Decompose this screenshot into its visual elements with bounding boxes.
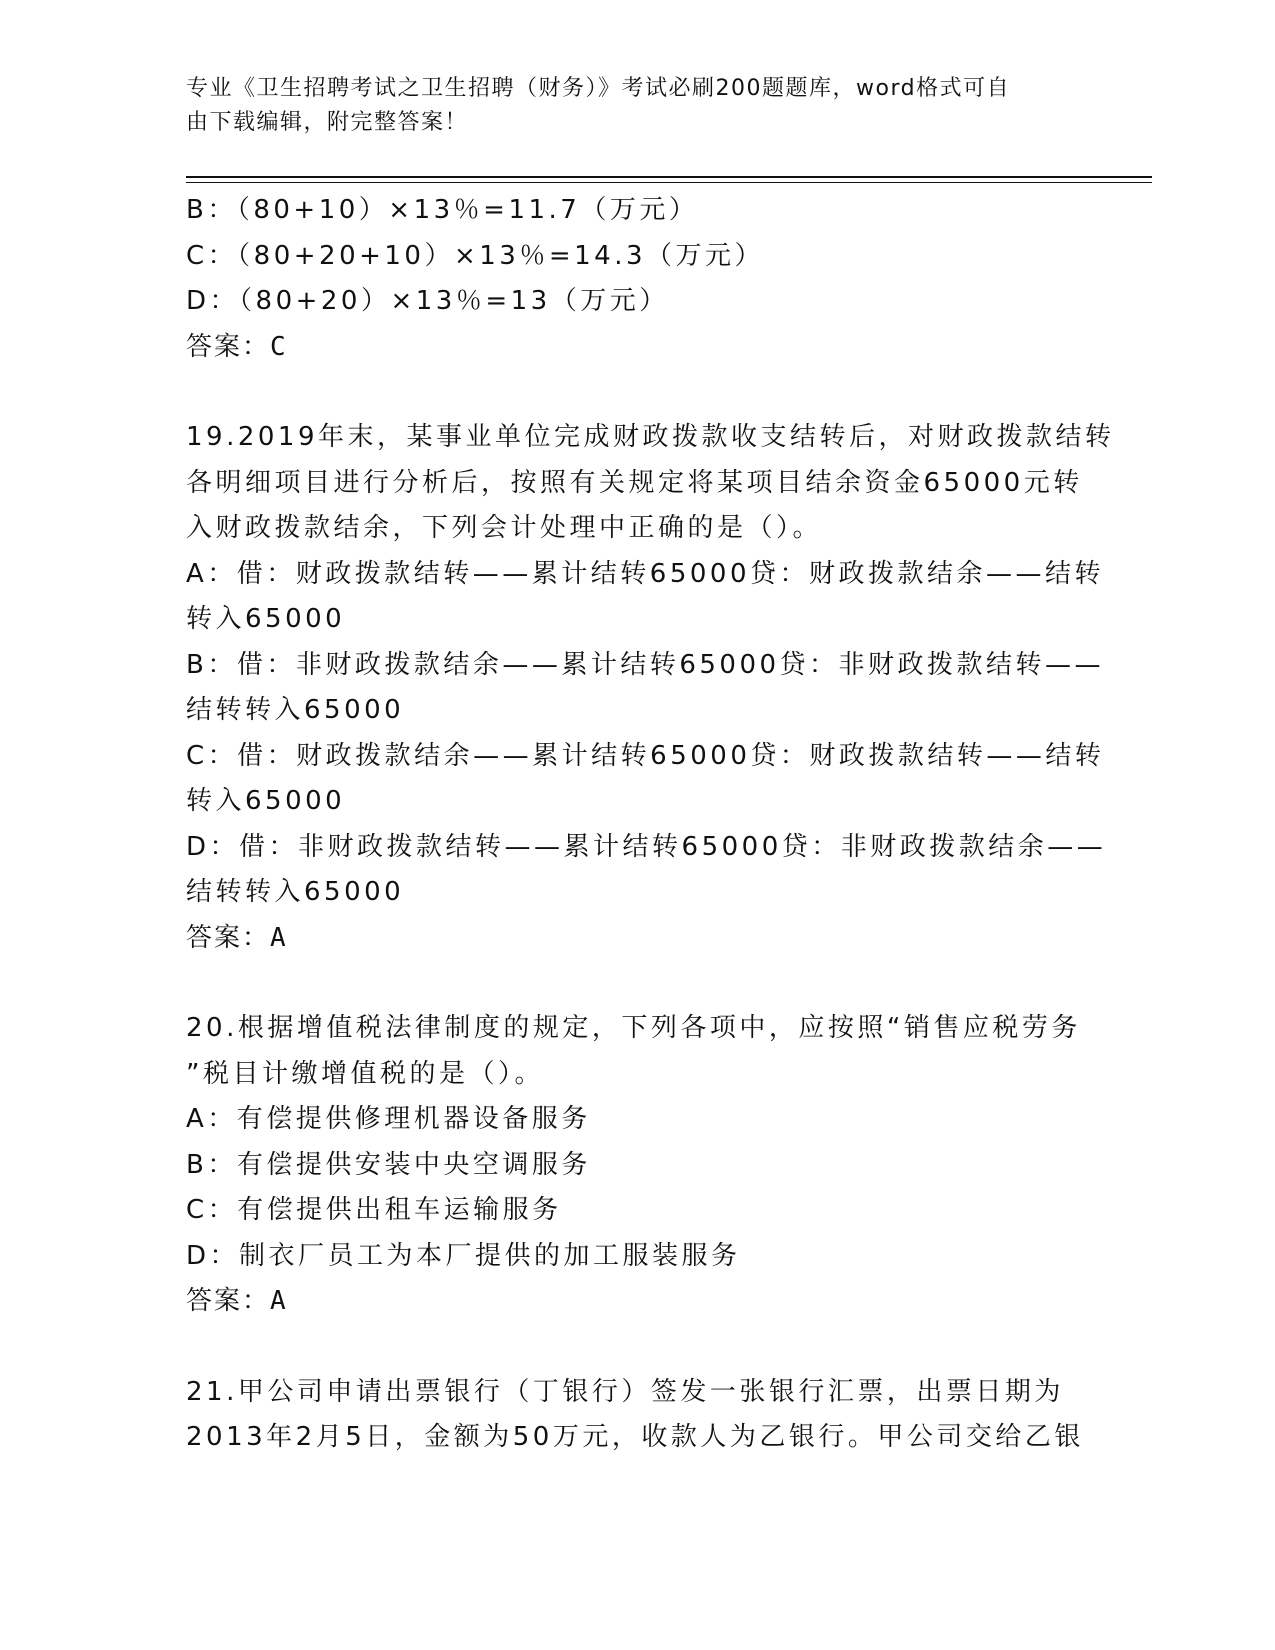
option-b: B：（80+10）×13％=11.7（万元）: [186, 195, 699, 225]
question-stem-line: 2013年2月5日，金额为50万元，收款人为乙银行。甲公司交给乙银: [186, 1422, 1084, 1452]
question-stem-line: 20.根据增值税法律制度的规定，下列各项中，应按照“销售应税劳务: [186, 1013, 1081, 1043]
option-a: A：借：财政拨款结转——累计结转65000贷：财政拨款结余——结转: [186, 558, 1104, 589]
option-d: D：制衣厂员工为本厂提供的加工服装服务: [186, 1240, 741, 1271]
option-a-continued: 转入65000: [186, 604, 346, 634]
option-d: D：（80+20）×13％=13（万元）: [186, 286, 669, 316]
answer: 答案：A: [186, 1286, 288, 1316]
question-18-tail: [186, 188, 1086, 370]
question-stem-line: 21.甲公司申请出票银行（丁银行）签发一张银行汇票，出票日期为: [186, 1376, 1064, 1407]
option-b: B：有偿提供安装中央空调服务: [186, 1149, 591, 1180]
option-c: C：有偿提供出租车运输服务: [186, 1195, 562, 1225]
header-divider-thick: [186, 176, 1152, 178]
option-d: D：借：非财政拨款结转——累计结转65000贷：非财政拨款结余——: [186, 831, 1107, 862]
question-stem-line: 19.2019年末，某事业单位完成财政拨款收支结转后，对财政拨款结转: [186, 422, 1115, 452]
document-header: [186, 72, 1066, 140]
option-c: C：（80+20+10）×13％=14.3（万元）: [186, 240, 765, 271]
header-line-1: 专业《卫生招聘考试之卫生招聘（财务）》考试必刷200题题库，word格式可自: [186, 76, 1011, 101]
question-gap: [186, 1325, 1086, 1370]
question-20: [186, 1006, 1086, 1325]
header-line-2: 由下载编辑，附完整答案！: [186, 110, 469, 135]
question-gap: [186, 961, 1086, 1006]
option-b: B：借：非财政拨款结余——累计结转65000贷：非财政拨款结转——: [186, 649, 1105, 680]
question-stem-line: ”税目计缴增值税的是（）。: [186, 1058, 544, 1089]
option-b-continued: 结转转入65000: [186, 695, 405, 725]
document-body: [186, 188, 1115, 1461]
option-c-continued: 转入65000: [186, 786, 346, 816]
question-stem-line: 各明细项目进行分析后，按照有关规定将某项目结余资金65000元转: [186, 467, 1083, 498]
header-divider-thin: [186, 182, 1152, 183]
question-gap: [186, 370, 1086, 415]
question-19: [186, 415, 1115, 961]
answer: 答案：A: [186, 922, 288, 953]
question-stem-line: 入财政拨款结余，下列会计处理中正确的是（）。: [186, 513, 823, 543]
question-21: [186, 1370, 1086, 1461]
option-a: A：有偿提供修理机器设备服务: [186, 1104, 591, 1134]
answer: 答案：C: [186, 331, 288, 362]
option-c: C：借：财政拨款结余——累计结转65000贷：财政拨款结转——结转: [186, 740, 1105, 771]
option-d-continued: 结转转入65000: [186, 877, 405, 907]
